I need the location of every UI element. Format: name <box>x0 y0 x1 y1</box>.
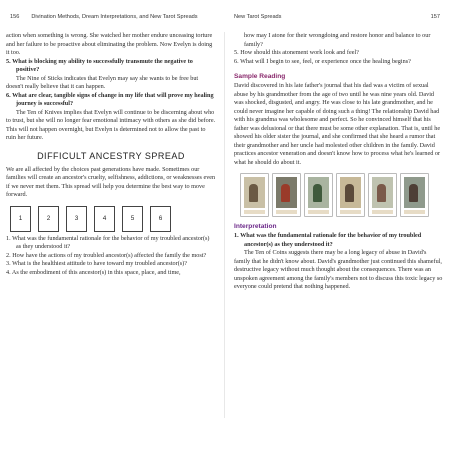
interpretation-question-1: 1. What was the fundamental rationale for the behavior of my troubled ancestor(s) as they understood it? <box>234 232 422 248</box>
card-figure <box>377 184 386 202</box>
tarot-card-4 <box>336 173 365 217</box>
card-figure <box>249 184 258 202</box>
position-box-3: 3 <box>66 206 87 232</box>
sample-reading-text: David discovered in his late father's journal that his dad was a victim of sexual abuse by his grandmother from the age of two until he was nine years old. David was shocked, disgusted, and angry. He was close to his late grandmother, and he could never imagine her capable of doing such a thing! The relationship David had with his grandma was wholesome and perfect. So he convinced himself that his father was delusional or that there must be some other explanation. That is, until he showed his older sister the journal, and she confirmed that she heard a rumor that their grandmother and her uncle had molested other children in the family. David practices ancestor veneration and doesn't know how to process what he's learned or what he should do about it. <box>234 82 441 166</box>
sample-reading-heading: Sample Reading <box>234 73 286 80</box>
left-page <box>6 32 216 418</box>
right-page-number: 157 <box>430 14 440 20</box>
card-caption-band <box>404 210 425 214</box>
card-figure <box>313 184 322 202</box>
spread-question-4: 4. As the embodiment of this ancestor(s) in this space, place, and time, <box>6 268 181 276</box>
position-box-5: 5 <box>122 206 143 232</box>
card-caption-band <box>276 210 297 214</box>
left-running-header <box>10 14 216 20</box>
tarot-card-3 <box>304 173 333 217</box>
book-gutter <box>224 32 225 418</box>
tarot-card-6 <box>400 173 429 217</box>
spread-question-5: 5. How should this atonement work look and feel? <box>234 49 359 56</box>
interpretation-answer-1: The Ten of Coins suggests there may be a long legacy of abuse in David's family that he didn't know about. David's grandmother just continued this shameful, destructive legacy without much thought about the consequences. There was an unspoken agreement among the family's members not to discuss this toxic legacy so everyone could pretend that nothing happened. <box>234 249 443 290</box>
spread-question-6: 6. What will I begin to see, feel, or experience once the healing begins? <box>234 57 411 65</box>
spread-intro: We are all affected by the choices past generations have made. Sometimes our families will create an ancestor's cruelty, selfishness, addictions, or weaknesses even if we never met them. This spread will help you determine the best way to move forward. <box>6 165 216 198</box>
tarot-card-row <box>240 173 444 217</box>
spread-question-2: 2. How have the actions of my troubled ancestor(s) affected the family the most? <box>6 251 207 259</box>
position-box-4: 4 <box>94 206 115 232</box>
question-6: 6. What are clear, tangible signs of change in my life that will prove my healing journey is successful? <box>6 91 214 107</box>
spread-question-1: 1. What was the fundamental rationale for the behavior of my troubled ancestor(s) as they understood it? <box>6 234 210 250</box>
tarot-card-2 <box>272 173 301 217</box>
card-figure <box>345 184 354 202</box>
left-paragraph-1: action when something is wrong. She watched her mother endure unceasing torture and her failure to be proactive about eliminating the problem. Now Evelyn is doing it too. <box>6 32 213 56</box>
right-running-title: New Tarot Spreads <box>234 14 282 20</box>
position-box-1: 1 <box>10 206 31 232</box>
tarot-card-5 <box>368 173 397 217</box>
left-page-number: 156 <box>10 14 20 20</box>
answer-6: The Ten of Knives implies that Evelyn will continue to be discerning about who to trust, but she will no longer fear emotional intimacy with others as she did before. This will not happen overnight, but Evelyn is determined not to allow the past to ruin her future. <box>6 108 216 141</box>
right-running-header <box>234 14 440 20</box>
spread-heading: DIFFICULT ANCESTRY SPREAD <box>37 150 185 161</box>
spread-question-3: 3. What is the healthiest attitude to have toward my troubled ancestor(s)? <box>6 260 187 267</box>
question-5: 5. What is blocking my ability to successfully transmute the negative to positive? <box>6 57 193 73</box>
card-caption-band <box>244 210 265 214</box>
answer-5: The Nine of Sticks indicates that Evelyn may say she wants to be free but doesn't really believe that it can happen. <box>6 74 199 90</box>
position-box-6: 6 <box>150 206 171 232</box>
tarot-card-1 <box>240 173 269 217</box>
card-figure <box>281 184 290 202</box>
position-box-2: 2 <box>38 206 59 232</box>
right-page <box>234 32 444 418</box>
card-caption-band <box>340 210 361 214</box>
spread-question-4-continued: how may I atone for their wrongdoing and restore honor and balance to our family? <box>244 32 431 48</box>
card-caption-band <box>372 210 393 214</box>
card-caption-band <box>308 210 329 214</box>
card-figure <box>409 184 418 202</box>
interpretation-heading: Interpretation <box>234 223 277 230</box>
left-running-title: Divination Methods, Dream Interpretations, and New Tarot Spreads <box>31 14 198 20</box>
spread-layout <box>10 206 216 232</box>
